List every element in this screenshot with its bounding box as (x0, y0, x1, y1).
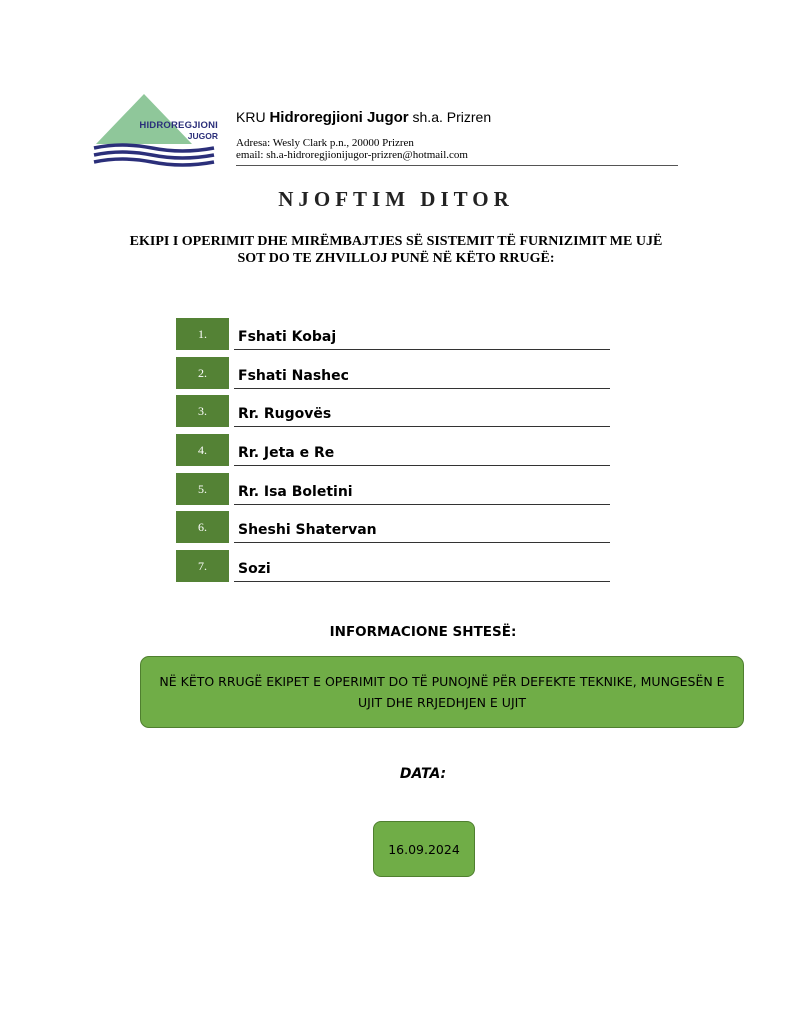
street-number: 7. (176, 550, 229, 582)
date-value: 16.09.2024 (388, 841, 460, 857)
info-text: NË KËTO RRUGË EKIPET E OPERIMIT DO TË PUNOJNË PËR DEFEKTE TEKNIKE, MUNGESËN E UJIT DHE RRJEDHJEN E UJIT (159, 674, 725, 710)
company-name: Hidroregjioni Jugor (269, 109, 409, 126)
company-address: Adresa: Wesly Clark p.n., 20000 Prizren (236, 137, 414, 149)
company-contact (236, 137, 468, 161)
date-box (373, 821, 475, 877)
subtitle-line-2: SOT DO TE ZHVILLOJ PUNË NË KËTO RRUGË: (237, 251, 555, 266)
page-title: NJOFTIM DITOR (278, 187, 514, 211)
company-title (236, 109, 491, 126)
subtitle-line-1: EKIPI I OPERIMIT DHE MIRËMBAJTJES SË SISTEMIT TË FURNIZIMIT ME UJË (129, 234, 663, 249)
street-name: Rr. Rugovës (234, 404, 610, 427)
street-name: Fshati Nashec (234, 366, 610, 389)
street-number: 3. (176, 395, 229, 427)
logo-wordmark: HIDROREGJIONI JUGOR (139, 120, 218, 141)
company-email: email: sh.a-hidroregjionijugor-prizren@hotmail.com (236, 149, 468, 161)
info-box (140, 656, 744, 728)
date-label: DATA: (399, 766, 447, 782)
street-name: Rr. Isa Boletini (234, 482, 610, 505)
street-number: 4. (176, 434, 229, 466)
street-number: 2. (176, 357, 229, 389)
company-prefix: KRU (236, 109, 270, 125)
street-number: 1. (176, 318, 229, 350)
street-name: Fshati Kobaj (234, 327, 610, 350)
company-suffix: sh.a. Prizren (408, 109, 492, 125)
info-heading: INFORMACIONE SHTESË: (329, 624, 517, 640)
street-number: 6. (176, 511, 229, 543)
header-divider (236, 165, 678, 166)
street-name: Rr. Jeta e Re (234, 443, 610, 466)
street-number: 5. (176, 473, 229, 505)
page-subtitle (60, 233, 732, 267)
street-name: Sozi (234, 559, 610, 582)
street-name: Sheshi Shatervan (234, 520, 610, 543)
